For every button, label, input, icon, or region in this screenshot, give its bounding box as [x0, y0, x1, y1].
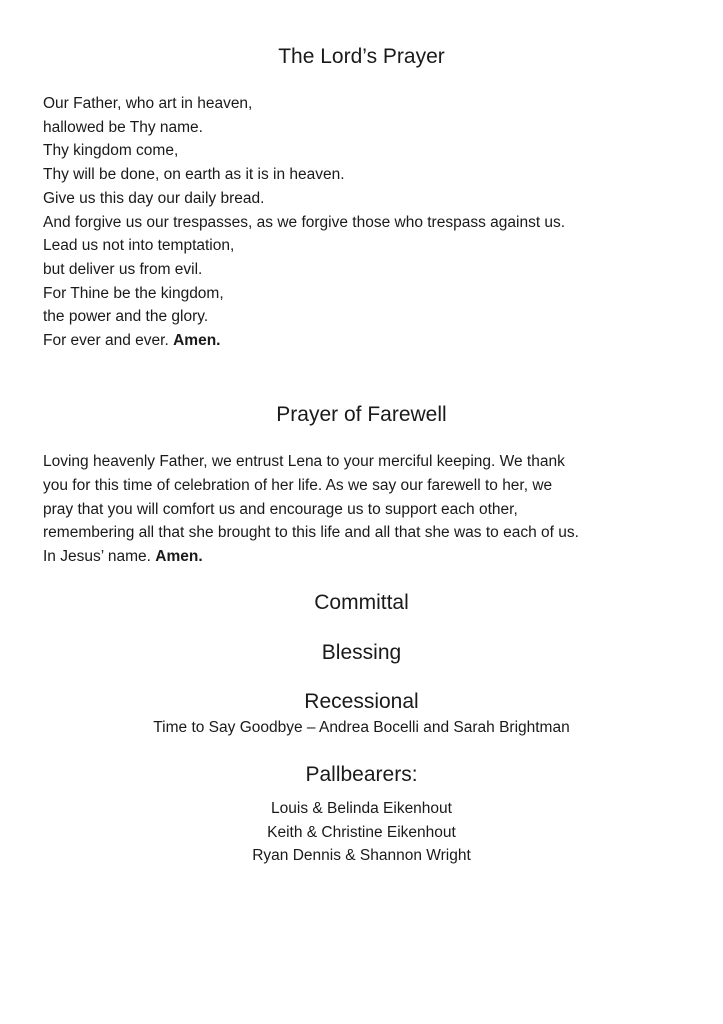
- blessing-heading: Blessing: [321, 641, 402, 664]
- farewell-line-text: In Jesus’ name.: [43, 548, 156, 566]
- recessional-song: Time to Say Goodbye – Andrea Bocelli and Sarah Brightman: [153, 719, 570, 736]
- pallbearer-name: Louis & Belinda Eikenhout: [271, 800, 452, 817]
- farewell-heading: Prayer of Farewell: [276, 403, 447, 426]
- prayer-final-line: [43, 329, 693, 353]
- lords-prayer-text: [43, 92, 693, 353]
- prayer-line: Thy will be done, on earth as it is in heaven.: [43, 166, 345, 184]
- pallbearers-list: [0, 797, 723, 868]
- prayer-line: Give us this day our daily bread.: [43, 189, 265, 207]
- prayer-line: Lead us not into temptation,: [43, 237, 235, 255]
- amen-bold: Amen.: [155, 548, 203, 566]
- prayer-line: but deliver us from evil.: [43, 260, 203, 278]
- farewell-line: pray that you will comfort us and encourage us to support each other,: [43, 500, 518, 518]
- prayer-line-text: For ever and ever.: [43, 332, 174, 350]
- amen-bold: Amen.: [173, 332, 221, 350]
- pallbearer-name: Ryan Dennis & Shannon Wright: [252, 847, 471, 865]
- prayer-line: For Thine be the kingdom,: [43, 284, 224, 302]
- farewell-final-line: [43, 545, 683, 569]
- committal-heading: Committal: [314, 591, 409, 614]
- prayer-line: Thy kingdom come,: [43, 142, 179, 160]
- farewell-line: you for this time of celebration of her life. As we say our farewell to her, we: [43, 476, 553, 494]
- lords-prayer-heading: The Lord’s Prayer: [278, 45, 445, 68]
- prayer-line: And forgive us our trespasses, as we forgive those who trespass against us.: [43, 213, 566, 231]
- farewell-line: remembering all that she brought to this life and all that she was to each of us.: [43, 524, 579, 542]
- recessional-heading: Recessional: [304, 690, 419, 713]
- farewell-line: Loving heavenly Father, we entrust Lena to your merciful keeping. We thank: [43, 453, 565, 470]
- prayer-line: hallowed be Thy name.: [43, 118, 203, 136]
- prayer-line: Our Father, who art in heaven,: [43, 95, 253, 112]
- farewell-text: [43, 450, 683, 569]
- pallbearer-name: Keith & Christine Eikenhout: [267, 823, 456, 841]
- pallbearers-heading: Pallbearers:: [305, 763, 418, 786]
- prayer-line: the power and the glory.: [43, 308, 209, 326]
